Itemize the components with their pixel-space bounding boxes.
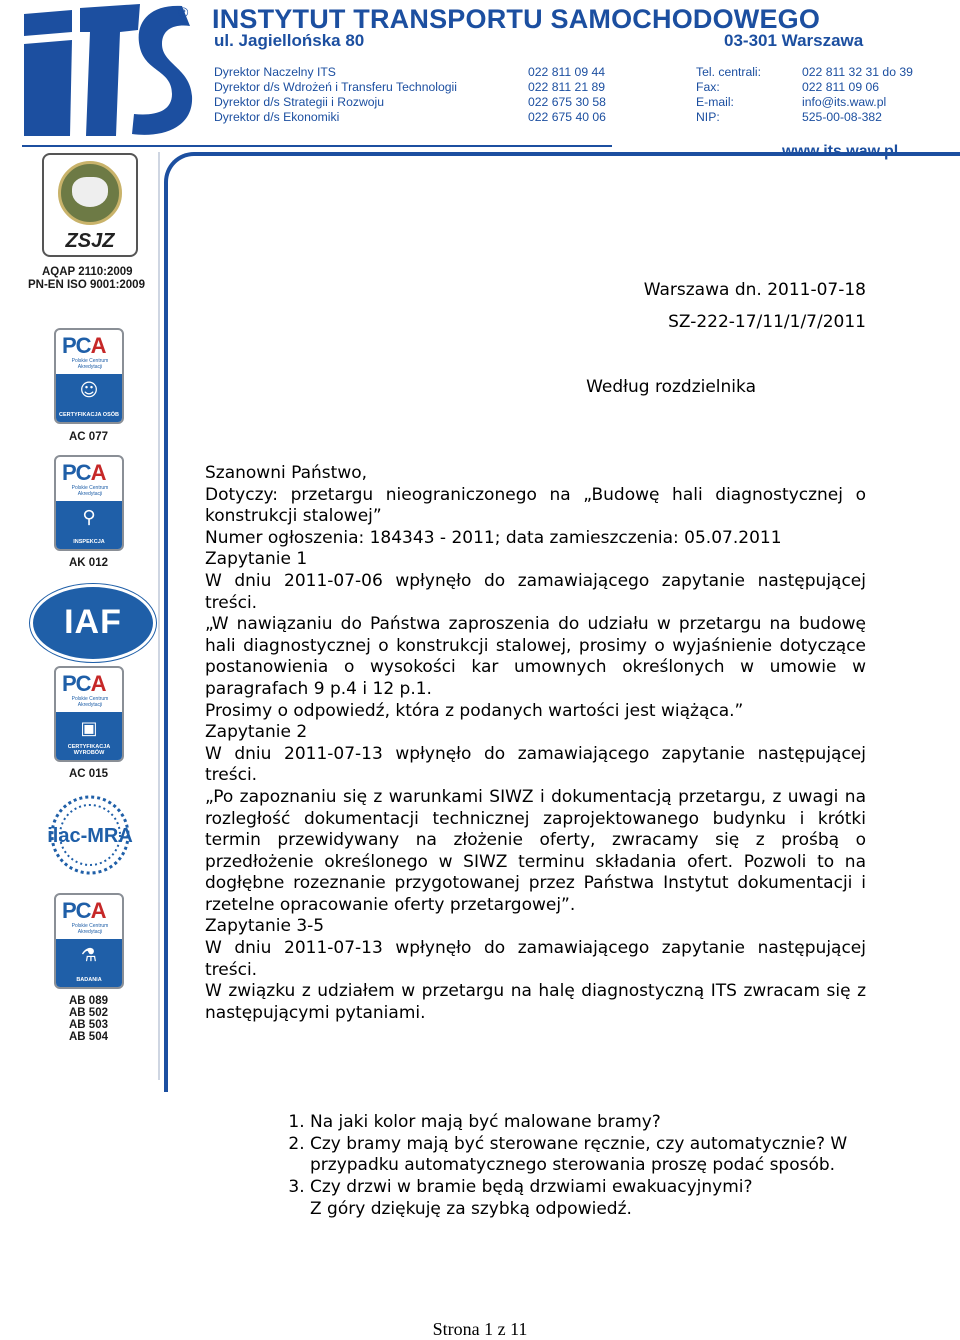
pca-code: AB 502 bbox=[69, 1007, 108, 1019]
director-phone: 022 811 09 44 bbox=[528, 65, 606, 79]
question-heading: Zapytanie 1 bbox=[205, 549, 308, 570]
pca-logo: PCA bbox=[62, 333, 106, 358]
letterhead-divider bbox=[22, 145, 612, 147]
question-received: W dniu 2011-07-13 wpłynęło do zamawiającego zapytanie następującej treści. bbox=[205, 743, 866, 786]
ilac-mra-logo bbox=[42, 792, 138, 878]
question-heading: Zapytanie 2 bbox=[205, 722, 308, 743]
people-icon: ☺ bbox=[79, 380, 99, 401]
pca-category: CERTYFIKACJA WYROBÓW bbox=[67, 744, 111, 756]
directors-list bbox=[214, 65, 457, 125]
question-received: W dniu 2011-07-13 wpłynęło do zamawiającego zapytanie następującej treści. bbox=[205, 938, 866, 980]
question-quote: „Po zapoznaniu się z warunkami SIWZ i dokumentacją przetargu, z uwagi na rozległość dokumentacji technicznej zaprojektowanego budynku i krótki termin przewidywany na złożenie oferty, zwracamy się z prośbą o przedłożenie określonego w SIWZ terminu składania ofert. Pozwoli to na dogłębne rozeznanie przygotowanej przez Państwa Instytut dokumentacji i rzetelne opracowanie oferty przetargowej”. bbox=[205, 786, 866, 915]
pca-subtitle: Polskie Centrum Akredytacji bbox=[71, 923, 109, 935]
question-heading: Zapytanie 3-5 bbox=[205, 916, 325, 937]
pca-category: INSPEKCJA bbox=[73, 539, 105, 545]
email-link[interactable]: info@its.waw.pl bbox=[802, 95, 887, 109]
pca-logo: PCA bbox=[62, 671, 106, 696]
pca-subtitle: Polskie Centrum Akredytacji bbox=[71, 485, 109, 497]
directors-phones bbox=[528, 65, 606, 125]
subject-line: Dotyczy: przetargu nieograniczonego na „Budowę hali diagnostycznej o konstrukcji stalowej” bbox=[205, 484, 866, 527]
pca-category: BADANIA bbox=[76, 977, 102, 983]
pca-subtitle: Polskie Centrum Akredytacji bbox=[71, 696, 109, 708]
director-title: Dyrektor d/s Ekonomiki bbox=[214, 110, 340, 124]
flask-icon: ⚗ bbox=[80, 945, 98, 966]
letter-date: Warszawa dn. 2011-07-18 bbox=[643, 280, 866, 300]
contact-value: 525-00-08-382 bbox=[802, 110, 882, 124]
reference-number: SZ-222-17/11/1/7/2011 bbox=[668, 312, 866, 332]
pca-badge-certification-products bbox=[54, 666, 124, 762]
eagle-icon bbox=[72, 177, 108, 207]
page-number: Strona 1 z 11 bbox=[432, 1319, 528, 1339]
contact-label: Tel. centrali: bbox=[696, 65, 762, 79]
notice-number: Numer ogłoszenia: 184343 - 2011; data zamieszczenia: 05.07.2011 bbox=[205, 527, 782, 548]
website-link[interactable]: www.its.waw.pl bbox=[782, 143, 899, 160]
svg-text:ilac-MRA: ilac-MRA bbox=[47, 825, 133, 847]
iaf-badge bbox=[30, 584, 156, 662]
question-quote: „W nawiązaniu do Państwa zaproszenia do udziału w przetargu na budowę hali diagnostycznej o konstrukcji stalowej, prosimy o wyjaśnienie dotyczące postanowienia o wysokości kar umownych określonych w umowie w paragrafach 9 p.4 i 12 p.1. bbox=[205, 614, 866, 699]
salutation: Szanowni Państwo, bbox=[205, 463, 368, 483]
pca-category: CERTYFIKACJA OSÓB bbox=[59, 412, 119, 418]
contact-label: E-mail: bbox=[696, 95, 734, 109]
institute-street: ul. Jagiellońska 80 bbox=[214, 31, 365, 50]
list-item: 2. Czy bramy mają być sterowane ręcznie, czy automatycznie? W przypadku automatycznego sterowania proszę podać sposób. bbox=[310, 1134, 910, 1177]
pca-logo: PCA bbox=[62, 460, 106, 485]
institute-name: INSTYTUT TRANSPORTU SAMOCHODOWEGO bbox=[212, 4, 821, 34]
director-phone: 022 811 21 89 bbox=[528, 80, 606, 94]
director-title: Dyrektor Naczelny ITS bbox=[214, 65, 336, 79]
its-logo bbox=[22, 0, 202, 140]
pca-badge-testing bbox=[54, 893, 124, 989]
question-received: W dniu 2011-07-06 wpłynęło do zamawiającego zapytanie następującej treści. bbox=[205, 570, 866, 613]
question-list bbox=[262, 1112, 910, 1221]
sidebar-divider bbox=[158, 152, 160, 1080]
closing-thanks: Z góry dziękuję za szybką odpowiedź. bbox=[310, 1198, 632, 1219]
product-icon: ▣ bbox=[80, 718, 98, 739]
pca-code: AK 012 bbox=[69, 557, 108, 569]
pca-badge-inspection bbox=[54, 455, 124, 551]
pca-badge-certification-persons bbox=[54, 328, 124, 424]
zsjz-badge bbox=[42, 153, 138, 257]
pca-subtitle: Polskie Centrum Akredytacji bbox=[71, 358, 109, 370]
zsjz-norm: PN-EN ISO 9001:2009 bbox=[28, 279, 145, 291]
contact-value: 022 811 09 06 bbox=[802, 80, 880, 94]
pca-code: AC 077 bbox=[69, 431, 108, 443]
zsjz-norm: AQAP 2110:2009 bbox=[42, 266, 133, 278]
director-phone: 022 675 40 06 bbox=[528, 110, 606, 124]
contact-labels bbox=[696, 65, 761, 125]
contact-label: NIP: bbox=[696, 110, 720, 124]
pca-code: AB 503 bbox=[69, 1019, 108, 1031]
director-title: Dyrektor d/s Strategii i Rozwoju bbox=[214, 95, 385, 109]
zsjz-label: ZSJZ bbox=[65, 230, 115, 252]
iaf-label: IAF bbox=[64, 603, 122, 641]
contact-values bbox=[802, 65, 913, 125]
question-quote: Prosimy o odpowiedź, która z podanych wartości jest wiążąca.” bbox=[205, 700, 744, 721]
institute-postal-city: 03-301 Warszawa bbox=[724, 31, 864, 50]
list-item: 1. Na jaki kolor mają być malowane bramy? bbox=[310, 1112, 910, 1134]
pca-code: AB 089 bbox=[69, 995, 108, 1007]
pca-code: AB 504 bbox=[69, 1031, 108, 1043]
registered-mark: ® bbox=[178, 4, 189, 20]
contact-label: Fax: bbox=[696, 80, 720, 94]
question-intro: W związku z udziałem w przetargu na halę diagnostyczną ITS zwracam się z następującymi pytaniami. bbox=[205, 981, 866, 1023]
pca-code: AC 015 bbox=[69, 768, 108, 780]
contact-value: 022 811 32 31 do 39 bbox=[802, 65, 913, 79]
director-phone: 022 675 30 58 bbox=[528, 95, 606, 109]
pca-logo: PCA bbox=[62, 898, 106, 923]
recipient: Według rozdzielnika bbox=[586, 377, 756, 397]
list-item: 3. Czy drzwi w bramie będą drzwiami ewakuacyjnymi? Z góry dziękuję za szybką odpowiedź. bbox=[310, 1177, 910, 1220]
letter-body bbox=[205, 463, 866, 1024]
magnifier-icon: ⚲ bbox=[82, 507, 96, 528]
director-title: Dyrektor d/s Wdrożeń i Transferu Technologii bbox=[214, 80, 457, 94]
